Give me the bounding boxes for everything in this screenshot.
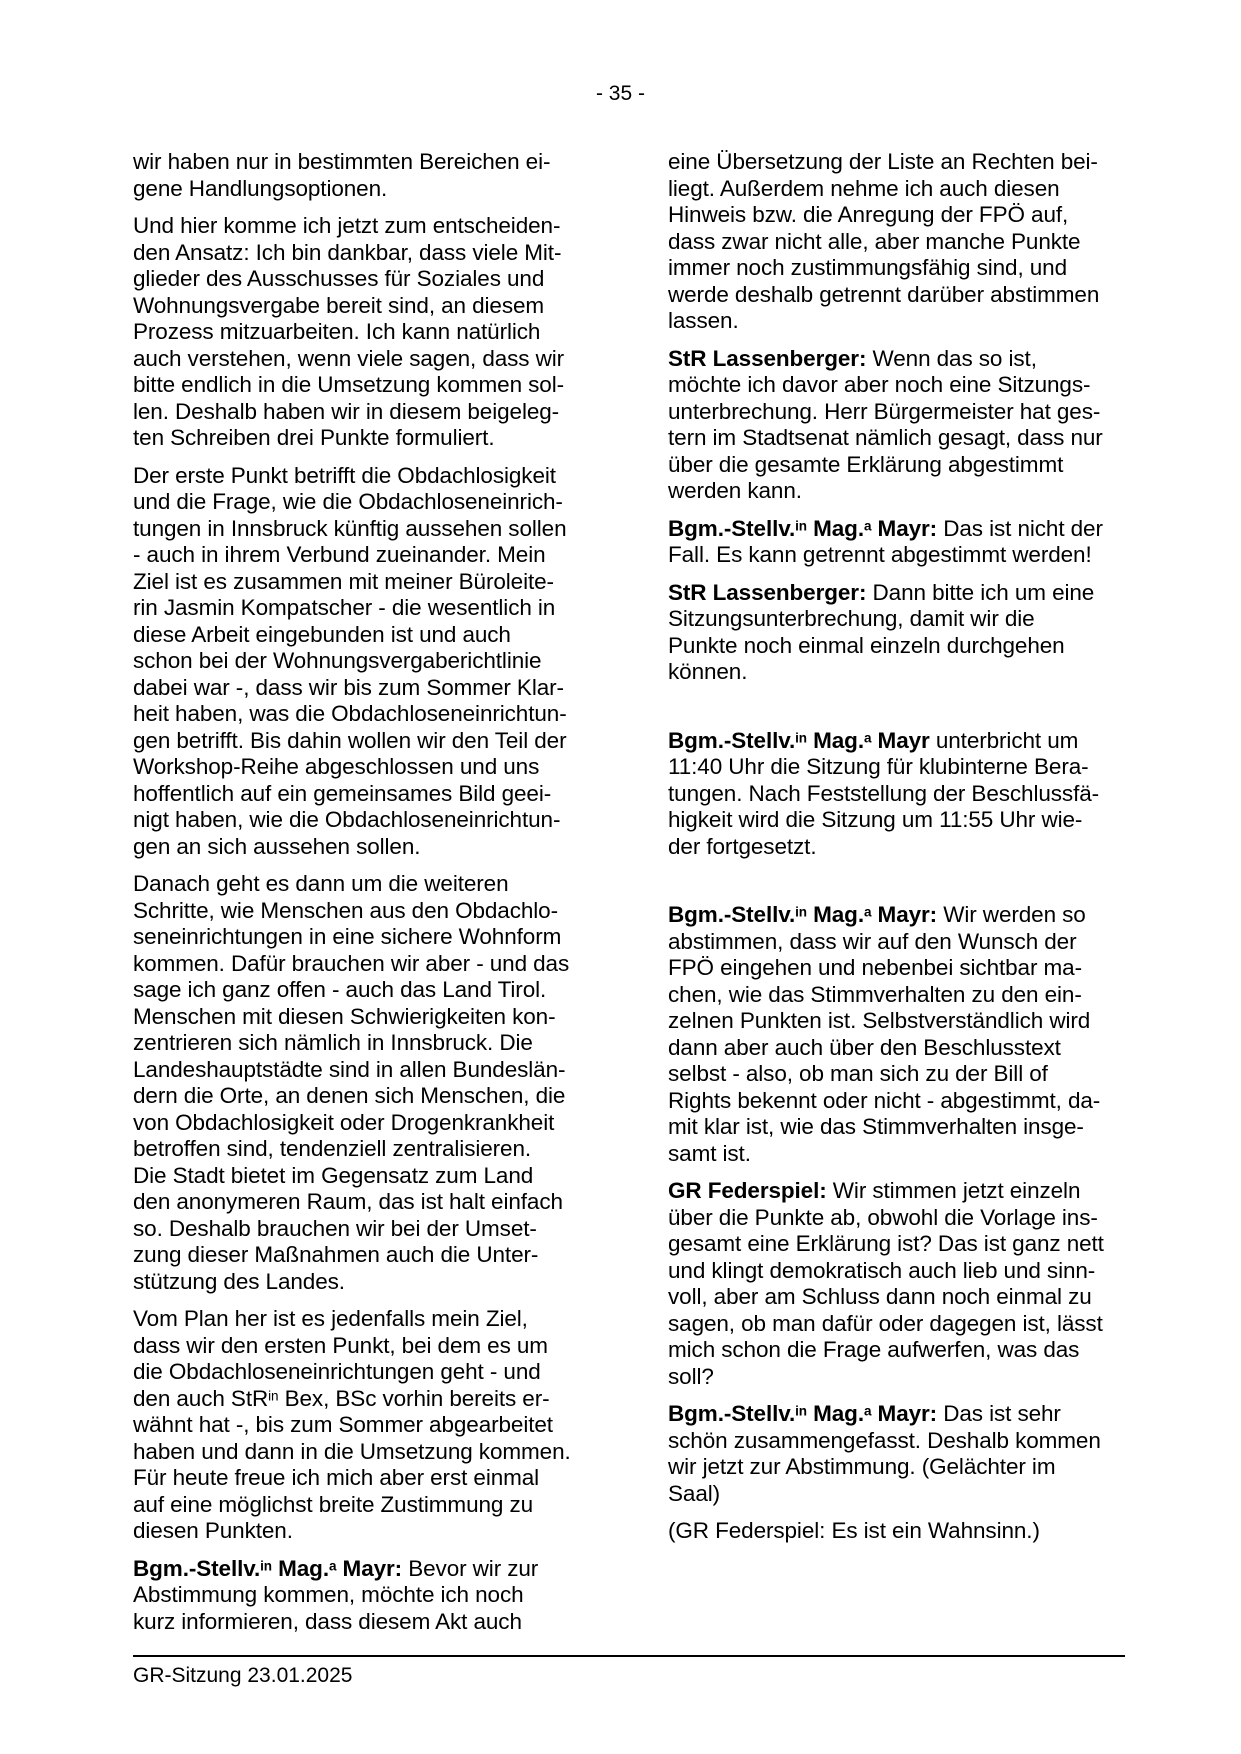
right-column — [668, 149, 1133, 1556]
left-paragraph-1: wir haben nur in bestimmten Bereichen ei- gene Handlungsoptionen. — [133, 149, 551, 201]
left-column — [133, 149, 598, 1646]
left-paragraph-3: Der erste Punkt betrifft die Obdachlosigkeit und die Frage, wie die Obdachloseneinrich- tungen in Innsbruck künftig aussehen sollen - auch in ihrem Verbund zueinander. Mein Ziel ist es zusammen mit meiner Büroleite- rin Jasmin Kompatscher - die wesentlich in diese Arbeit eingebunden ist und auch schon bei der Wohnungsvergaberichtlinie dabei war -, dass wir bis zum Sommer Klar- heit haben, was die Obdachloseneinrichtun- gen betrifft. Bis dahin wollen wir den Teil der Workshop-Reihe abgeschlossen und uns hoffentlich auf ein gemeinsames Bild geei- nigt haben, wie die Obdachloseneinrichtun- gen an sich aussehen sollen. — [133, 462, 567, 859]
right-paragraph-3-speaker-mayr: Bgm.-Stellv.$^{in}$ Mag.$^a$ Mayr: Das ist nicht der Fall. Es kann getrennt abgestimmt werden! — [668, 515, 1103, 567]
left-paragraph-2: Und hier komme ich jetzt zum entscheiden- den Ansatz: Ich bin dankbar, dass viele Mit- glieder des Ausschusses für Soziales und Wohnungsvergabe bereit sind, an diesem Prozess mitzuarbeiten. Ich kann natürlich auch verstehen, wenn viele sagen, dass wir bitte endlich in die Umsetzung kommen sol- len. Deshalb haben wir in diesem beigeleg- ten Schreiben drei Punkte formuliert. — [133, 213, 565, 450]
right-paragraph-9-interjection: (GR Federspiel: Es ist ein Wahnsinn.) — [668, 1518, 1040, 1543]
left-paragraph-4: Danach geht es dann um die weiteren Schritte, wie Menschen aus den Obdachlo- seneinrichtungen in eine sichere Wohnform kommen. Dafür brauchen wir aber - und das sage ich ganz offen - auch das Land Tirol. Menschen mit diesen Schwierigkeiten kon- zentrieren sich nämlich in Innsbruck. Die Landeshauptstädte sind in allen Bundeslän- dern die Orte, an denen sich Menschen, die von Obdachlosigkeit oder Drogenkrankheit betroffen sind, tendenziell zentralisieren. Die Stadt bietet im Gegensatz zum Land den anonymeren Raum, das ist halt einfach so. Deshalb brauchen wir bei der Umset- zung dieser Maßnahmen auch die Unter- stützung des Landes. — [133, 871, 570, 1294]
footer-divider — [133, 1655, 1125, 1657]
right-paragraph-7-speaker-federspiel: GR Federspiel: Wir stimmen jetzt einzeln über die Punkte ab, obwohl die Vorlage ins- gesamt eine Erklärung ist? Das ist ganz nett und klingt demokratisch auch lieb und sinn- voll, aber am Schluss dann noch einmal zu sagen, ob man dafür oder dagegen ist, lässt mich schon die Frage aufwerfen, was das soll? — [668, 1178, 1104, 1389]
left-paragraph-6-speaker-mayr: Bgm.-Stellv.$^{in}$ Mag.$^a$ Mayr: Bevor wir zur Abstimmung kommen, möchte ich noch kurz informieren, dass diesem Akt auch — [133, 1555, 539, 1634]
right-paragraph-5-session-interruption-note: Bgm.-Stellv.$^{in}$ Mag.$^a$ Mayr unterbricht um 11:40 Uhr die Sitzung für klubinterne Bera- tungen. Nach Feststellung der Beschlussfä- higkeit wird die Sitzung um 11:55 Uhr wie- der fortgesetzt. — [668, 727, 1100, 859]
right-paragraph-1: eine Übersetzung der Liste an Rechten bei- liegt. Außerdem nehme ich auch diesen Hinweis bzw. die Anregung der FPÖ auf, dass zwar nicht alle, aber manche Punkte immer noch zustimmungsfähig sind, und werde deshalb getrennt darüber abstimmen lassen. — [668, 149, 1100, 333]
right-paragraph-2-speaker-lassenberger: StR Lassenberger: Wenn das so ist, möchte ich davor aber noch eine Sitzungs- unterbrechung. Herr Bürgermeister hat ges- tern im Stadtsenat nämlich gesagt, dass nur über die gesamte Erklärung abgestimmt werden kann. — [668, 345, 1103, 503]
right-paragraph-6-speaker-mayr: Bgm.-Stellv.$^{in}$ Mag.$^a$ Mayr: Wir werden so abstimmen, dass wir auf den Wunsch der FPÖ eingehen und nebenbei sichtbar ma- chen, wie das Stimmverhalten zu den ein- zelnen Punkten ist. Selbstverständlich wird dann aber auch über den Beschlusstext selbst - also, ob man sich zu der Bill of Rights bekennt oder nicht - abgestimmt, da- mit klar ist, wie das Stimmverhalten insge- samt ist. — [668, 902, 1101, 1166]
footer-session-label: GR-Sitzung 23.01.2025 — [133, 1664, 353, 1687]
page-number: - 35 - — [595, 82, 645, 105]
left-paragraph-5: Vom Plan her ist es jedenfalls mein Ziel, dass wir den ersten Punkt, bei dem es um die Obdachloseneinrichtungen geht - und den auch StR$^{in}$ Bex, BSc vorhin bereits er- wähnt hat -, bis zum Sommer abgearbeitet haben und dann in die Umsetzung kommen. Für heute freue ich mich aber erst einmal auf eine möglichst breite Zustimmung zu diesen Punkten. — [133, 1306, 571, 1543]
right-paragraph-4-speaker-lassenberger: StR Lassenberger: Dann bitte ich um eine Sitzungsunterbrechung, damit wir die Punkte noch einmal einzeln durchgehen können. — [668, 579, 1095, 684]
right-paragraph-8-speaker-mayr: Bgm.-Stellv.$^{in}$ Mag.$^a$ Mayr: Das ist sehr schön zusammengefasst. Deshalb kommen wir jetzt zur Abstimmung. (Gelächter im Saal) — [668, 1401, 1101, 1506]
